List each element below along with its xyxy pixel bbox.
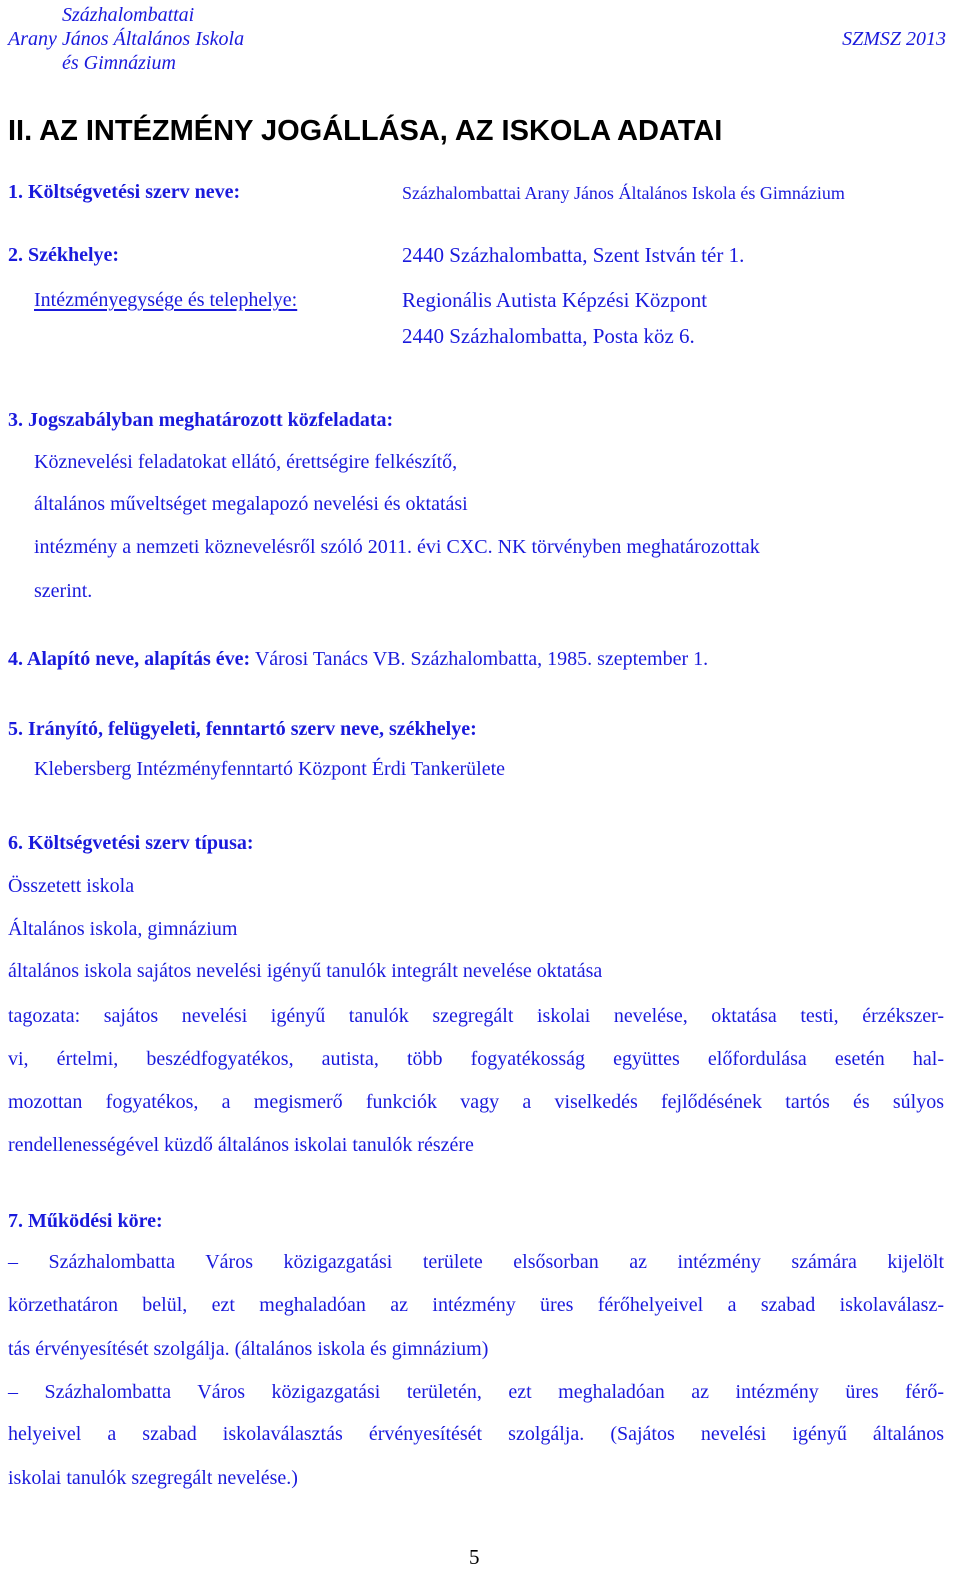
header-school-line2: Arany János Általános Iskola	[8, 28, 245, 50]
section-6-line: általános iskola sajátos nevelési igényű tanulók integrált nevelése oktatása	[8, 960, 603, 982]
header-doc-code: SZMSZ 2013	[842, 28, 946, 50]
header-school-line3: és Gimnázium	[62, 52, 176, 74]
section-3-line: általános műveltséget megalapozó nevelési és oktatási	[34, 493, 468, 515]
section-3-line: Köznevelési feladatokat ellátó, érettségire felkészítő,	[34, 451, 458, 473]
section-4-value: Városi Tanács VB. Százhalombatta, 1985. szeptember 1.	[254, 648, 709, 670]
section-5-label: 5. Irányító, felügyeleti, fenntartó szerv neve, székhelye:	[8, 718, 477, 740]
page-title: II. AZ INTÉZMÉNY JOGÁLLÁSA, AZ ISKOLA ADATAI	[8, 115, 723, 147]
header-school-line1: Százhalombattai	[62, 4, 195, 26]
section-2-label: 2. Székhelye:	[8, 244, 120, 266]
section-2-unit-label	[34, 289, 297, 312]
section-7-label: 7. Működési köre:	[8, 1210, 163, 1232]
section-5-value: Klebersberg Intézményfenntartó Központ Érdi Tankerülete	[34, 758, 506, 780]
section-7-line: körzethatáron belül, ezt meghaladóan az intézmény üres férőhelyeivel a szabad iskolaválasz-	[8, 1294, 944, 1316]
section-4	[8, 648, 708, 671]
section-7-line: – Százhalombatta Város közigazgatási területe elsősorban az intézmény számára kijelölt	[8, 1251, 944, 1273]
section-2-unit-value1: Regionális Autista Képzési Központ	[402, 288, 708, 312]
section-3-label: 3. Jogszabályban meghatározott közfeladata:	[8, 409, 394, 431]
section-7-line: – Százhalombatta Város közigazgatási területén, ezt meghaladóan az intézmény üres férő-	[8, 1381, 944, 1403]
section-6-line: tagozata: sajátos nevelési igényű tanulók szegregált iskolai nevelése, oktatása testi, érzékszer-	[8, 1005, 944, 1027]
section-7-line: iskolai tanulók szegregált nevelése.)	[8, 1467, 298, 1489]
section-3-line: szerint.	[34, 580, 93, 602]
page-number: 5	[469, 1545, 480, 1569]
section-4-label: 4. Alapító neve, alapítás éve:	[8, 648, 251, 670]
section-1-value: Százhalombattai Arany János Általános Iskola és Gimnázium	[402, 183, 845, 203]
section-6-label	[8, 832, 254, 855]
section-2-value: 2440 Százhalombatta, Szent István tér 1.	[402, 243, 745, 267]
section-2-unit-value2: 2440 Százhalombatta, Posta köz 6.	[402, 324, 695, 348]
section-2-unit-label-text: Intézményegysége és telephelye:	[34, 289, 298, 311]
section-1-label: 1. Költségvetési szerv neve:	[8, 181, 241, 203]
section-3-line: intézmény a nemzeti köznevelésről szóló 2011. évi CXC. NK törvényben meghatározottak	[34, 536, 760, 558]
section-6-line: Általános iskola, gimnázium	[8, 918, 238, 940]
section-6-label-text: 6. Költségvetési szerv típusa:	[8, 832, 254, 854]
section-6-line: mozottan fogyatékos, a megismerő funkciók vagy a viselkedés fejlődésének tartós és súlyos	[8, 1091, 944, 1113]
section-7-line: helyeivel a szabad iskolaválasztás érvényesítését szolgálja. (Sajátos nevelési igényű általános	[8, 1423, 944, 1445]
section-6-line: rendellenességével küzdő általános iskolai tanulók részére	[8, 1134, 474, 1156]
section-7-line: tás érvényesítését szolgálja. (általános iskola és gimnázium)	[8, 1338, 489, 1360]
section-6-line: vi, értelmi, beszédfogyatékos, autista, több fogyatékosság együttes előfordulása esetén hal-	[8, 1048, 944, 1070]
section-6-line: Összetett iskola	[8, 875, 135, 897]
